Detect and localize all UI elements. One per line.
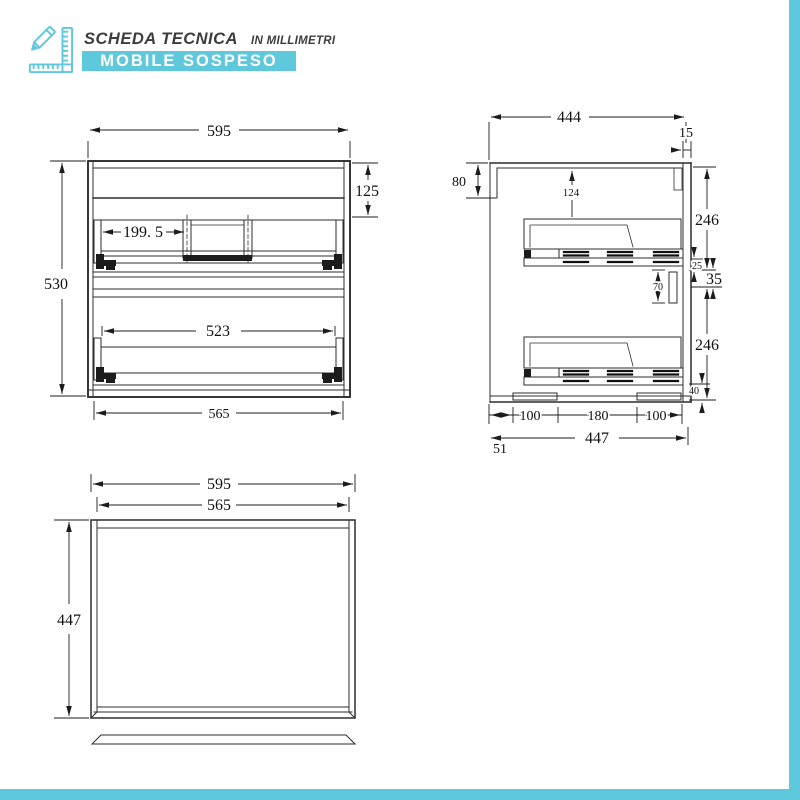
product-type-badge: MOBILE SOSPESO (82, 51, 296, 71)
dim-side-depth-total: 447 (585, 430, 609, 447)
accent-bar-right (789, 0, 800, 800)
dim-side-top-inset: 124 (562, 187, 580, 199)
wall-bracket (669, 272, 677, 303)
dim-side-depth-top: 444 (557, 109, 581, 126)
units-note: IN MILLIMETRI (250, 35, 336, 47)
front-view (88, 161, 350, 397)
dim-front-total-width: 595 (207, 123, 231, 140)
side-view-dimensions (452, 109, 722, 457)
side-lower-drawer (524, 337, 683, 385)
front-lower-drawer (93, 338, 344, 385)
dim-side-upper-section: 246 (695, 212, 719, 229)
dim-side-front-overhang: 51 (493, 442, 507, 457)
dim-side-bracket-height: 70 (653, 282, 663, 293)
front-edge-profile (92, 735, 355, 744)
dim-side-back-offset: 15 (679, 126, 693, 141)
dim-side-lower-section: 246 (695, 337, 719, 354)
dim-side-front-rail-height: 80 (452, 175, 466, 190)
dim-top-total-width: 595 (207, 476, 231, 493)
drawer-slide-clips (96, 367, 342, 383)
page-title: SCHEDA TECNICA (84, 30, 238, 48)
dim-side-slide-clearance: 25 (692, 261, 702, 272)
dim-side-bottom-clearance: 40 (689, 386, 699, 397)
back-panel-groove (674, 168, 682, 190)
dim-side-bracket-clearance: 35 (706, 271, 722, 288)
top-view (91, 520, 355, 744)
dim-side-foot-front: 100 (519, 409, 541, 424)
dim-top-depth: 447 (57, 612, 81, 629)
dim-top-inner-width: 565 (207, 497, 231, 514)
dim-side-foot-back: 100 (645, 409, 667, 424)
dim-front-left-section: 199. 5 (123, 224, 163, 241)
dim-front-total-height: 530 (44, 276, 68, 293)
dim-side-foot-middle: 180 (587, 409, 609, 424)
dim-front-drawer-front-height: 125 (355, 183, 379, 200)
dim-front-carcass-width: 565 (208, 407, 230, 422)
dim-front-drawer-inner-width: 523 (206, 323, 230, 340)
top-view-dimensions (54, 474, 355, 718)
accent-bar-bottom (0, 789, 800, 800)
side-upper-drawer (524, 219, 683, 266)
